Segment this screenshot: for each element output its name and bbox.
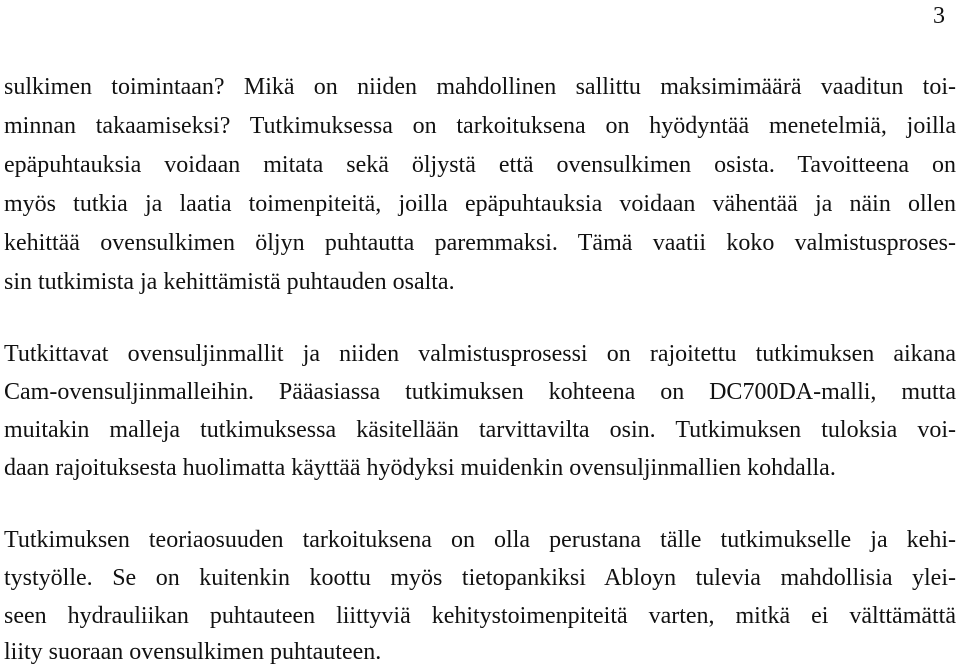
page-number: 3 bbox=[933, 3, 945, 29]
text-line: sulkimen toimintaan? Mikä on niiden mahdollinen sallittu maksimimäärä vaaditun toi- bbox=[4, 74, 956, 100]
text-line: Tutkimuksen teoriaosuuden tarkoituksena on olla perustana tälle tutkimukselle ja kehi- bbox=[4, 527, 956, 553]
text-line: epäpuhtauksia voidaan mitata sekä öljystä että ovensulkimen osista. Tavoitteena on bbox=[4, 152, 956, 178]
text-line: kehittää ovensulkimen öljyn puhtautta paremmaksi. Tämä vaatii koko valmistusproses- bbox=[4, 230, 956, 256]
text-line: Cam-ovensuljinmalleihin. Pääasiassa tutkimuksen kohteena on DC700DA-malli, mutta bbox=[4, 379, 956, 405]
text-line: minnan takaamiseksi? Tutkimuksessa on tarkoituksena on hyödyntää menetelmiä, joilla bbox=[4, 113, 956, 139]
text-line: liity suoraan ovensulkimen puhtauteen. bbox=[4, 639, 382, 665]
text-line: sin tutkimista ja kehittämistä puhtauden osalta. bbox=[4, 269, 455, 295]
text-line: seen hydrauliikan puhtauteen liittyviä kehitystoimenpiteitä varten, mitkä ei välttämättä bbox=[4, 603, 956, 629]
text-line: daan rajoituksesta huolimatta käyttää hyödyksi muidenkin ovensuljinmallien kohdalla. bbox=[4, 455, 836, 481]
text-line: tystyölle. Se on kuitenkin koottu myös tietopankiksi Abloyn tulevia mahdollisia ylei- bbox=[4, 565, 956, 591]
text-line: myös tutkia ja laatia toimenpiteitä, joilla epäpuhtauksia voidaan vähentää ja näin ollen bbox=[4, 191, 956, 217]
text-line: muitakin malleja tutkimuksessa käsitellään tarvittavilta osin. Tutkimuksen tuloksia voi- bbox=[4, 417, 956, 443]
text-line: Tutkittavat ovensuljinmallit ja niiden valmistusprosessi on rajoitettu tutkimuksen aikana bbox=[4, 341, 956, 367]
